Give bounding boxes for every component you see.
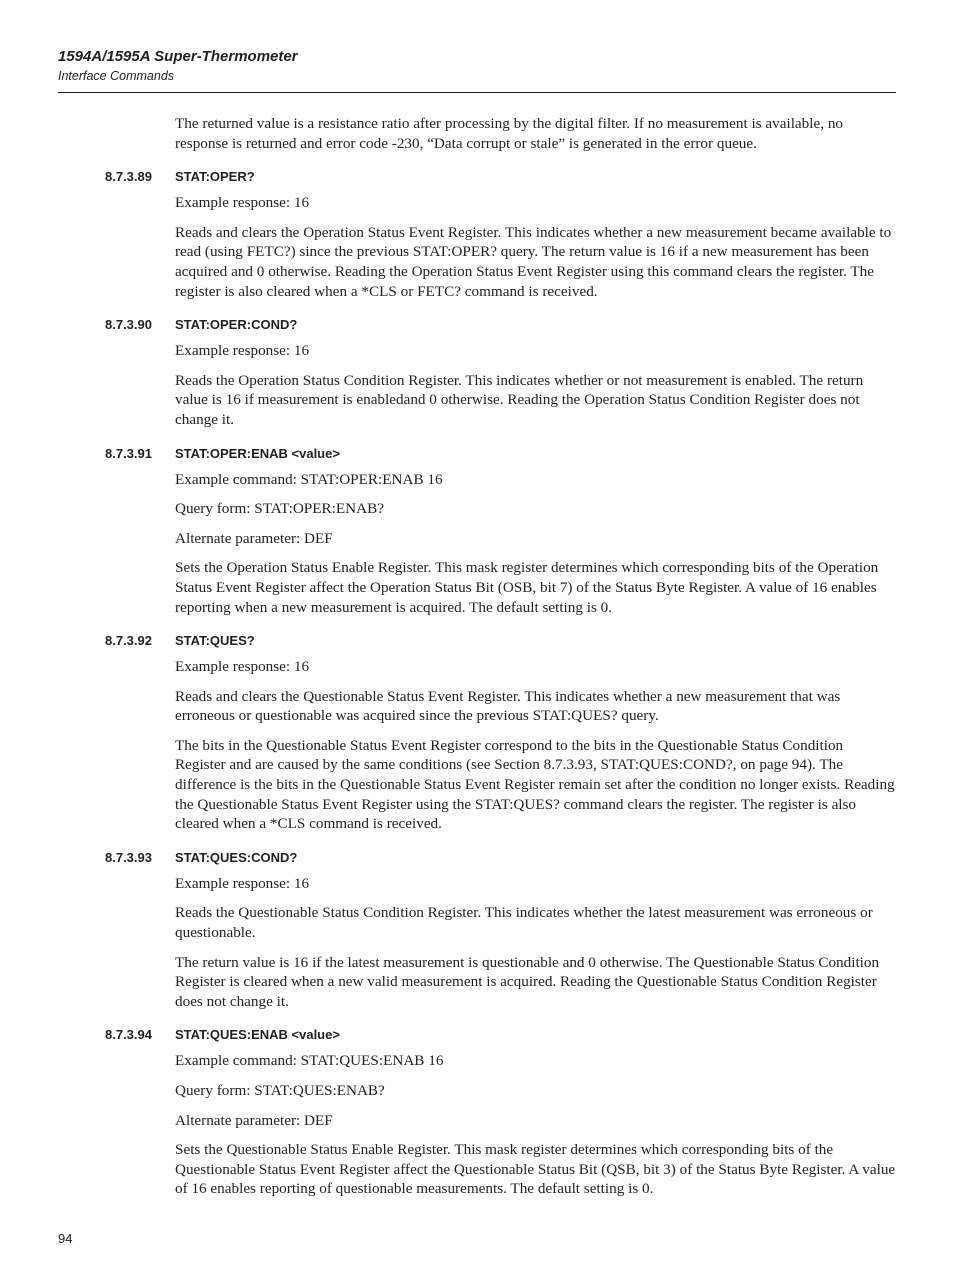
section-heading bbox=[0, 167, 954, 187]
section-heading bbox=[0, 1025, 954, 1045]
page-body bbox=[0, 114, 954, 1209]
section-heading bbox=[0, 631, 954, 651]
paragraph: The return value is 16 if the latest measurement is questionable and 0 otherwise. The Questionable Status Condition Register is cleared when a new valid measurement is acquired. Reading the Questionable Status Condition Register does not change it. bbox=[175, 953, 880, 1010]
paragraph: Query form: STAT:OPER:ENAB? bbox=[175, 500, 384, 518]
paragraph: Sets the Questionable Status Enable Register. This mask register determines which corresponding bits of the Questionable Status Event Register affect the Questionable Status Bit (QSB, bit 3) of the Status Byte Register. A value of 16 enables reporting of questionable measurements. The default setting is 0. bbox=[175, 1141, 896, 1198]
paragraph: Reads the Questionable Status Condition Register. This indicates whether the latest measurement was erroneous or questionable. bbox=[175, 904, 873, 942]
paragraph: Example response: 16 bbox=[175, 342, 310, 360]
paragraph: Example response: 16 bbox=[175, 874, 310, 892]
section-number: 8.7.3.92 bbox=[105, 633, 152, 649]
page-number: 94 bbox=[58, 1231, 73, 1246]
section-heading bbox=[0, 444, 954, 464]
paragraph: Reads the Operation Status Condition Register. This indicates whether or not measurement is enabled. The return value is 16 if measurement is enabledand 0 otherwise. Reading the Operation Status Condition Register does not change it. bbox=[175, 371, 864, 428]
running-header-subtitle: Interface Commands bbox=[58, 69, 175, 83]
paragraph: Reads and clears the Questionable Status Event Register. This indicates whether a new measurement that was erroneous or questionable was acquired since the previous STAT:QUES? query. bbox=[175, 687, 841, 725]
section-number: 8.7.3.90 bbox=[105, 317, 152, 333]
paragraph: Alternate parameter: DEF bbox=[175, 1111, 333, 1129]
intro-paragraph: The returned value is a resistance ratio after processing by the digital filter. If no measurement is available, no response is returned and error code -230, “Data corrupt or stale” is generated in the error queue. bbox=[175, 115, 844, 152]
section-title: STAT:QUES:COND? bbox=[175, 849, 298, 865]
paragraph: Example response: 16 bbox=[175, 194, 310, 212]
section-heading bbox=[0, 315, 954, 335]
paragraph: Sets the Operation Status Enable Register. This mask register determines which corresponding bits of the Operation Status Event Register affect the Operation Status Bit (OSB, bit 7) of the Status Byte Register. A value of 16 enables reporting when a new measurement is acquired. The default setting is 0. bbox=[175, 559, 879, 616]
paragraph: Alternate parameter: DEF bbox=[175, 529, 333, 547]
section-number: 8.7.3.91 bbox=[105, 445, 152, 461]
paragraph: Query form: STAT:QUES:ENAB? bbox=[175, 1082, 385, 1099]
section-title: STAT:OPER? bbox=[175, 169, 255, 185]
running-header-title: 1594A/1595A Super-Thermometer bbox=[58, 48, 298, 65]
section-number: 8.7.3.94 bbox=[105, 1027, 152, 1043]
section-number: 8.7.3.93 bbox=[105, 849, 152, 865]
paragraph: Reads and clears the Operation Status Event Register. This indicates whether a new measurement became available to read (using FETC?) since the previous STAT:OPER? query. The return value is 16 if a new measurement has been acquired and 0 otherwise. Reading the Operation Status Event Register using this command clears the register. The register is also cleared when a *CLS or FETC? command is received. bbox=[175, 223, 892, 300]
section-title: STAT:QUES:ENAB <value> bbox=[175, 1027, 340, 1043]
section-number: 8.7.3.89 bbox=[105, 169, 152, 185]
section-title: STAT:OPER:COND? bbox=[175, 317, 298, 333]
section-title: STAT:OPER:ENAB <value> bbox=[175, 445, 340, 461]
paragraph: The bits in the Questionable Status Event Register correspond to the bits in the Questionable Status Condition Register and are caused by the same conditions (see Section 8.7.3.93, STAT:QUES:COND?, on page 94). The difference is the bits in the Questionable Status Event Register remain set after the condition no longer exists. Reading the Questionable Status Event Register using the STAT:QUES? command clears the register. The register is also cleared when a *CLS command is received. bbox=[175, 736, 895, 833]
section-heading bbox=[0, 848, 954, 868]
paragraph: Example command: STAT:OPER:ENAB 16 bbox=[175, 470, 443, 488]
header-rule bbox=[58, 92, 896, 93]
paragraph: Example command: STAT:QUES:ENAB 16 bbox=[175, 1052, 444, 1070]
section-title: STAT:QUES? bbox=[175, 633, 255, 649]
paragraph: Example response: 16 bbox=[175, 658, 310, 676]
